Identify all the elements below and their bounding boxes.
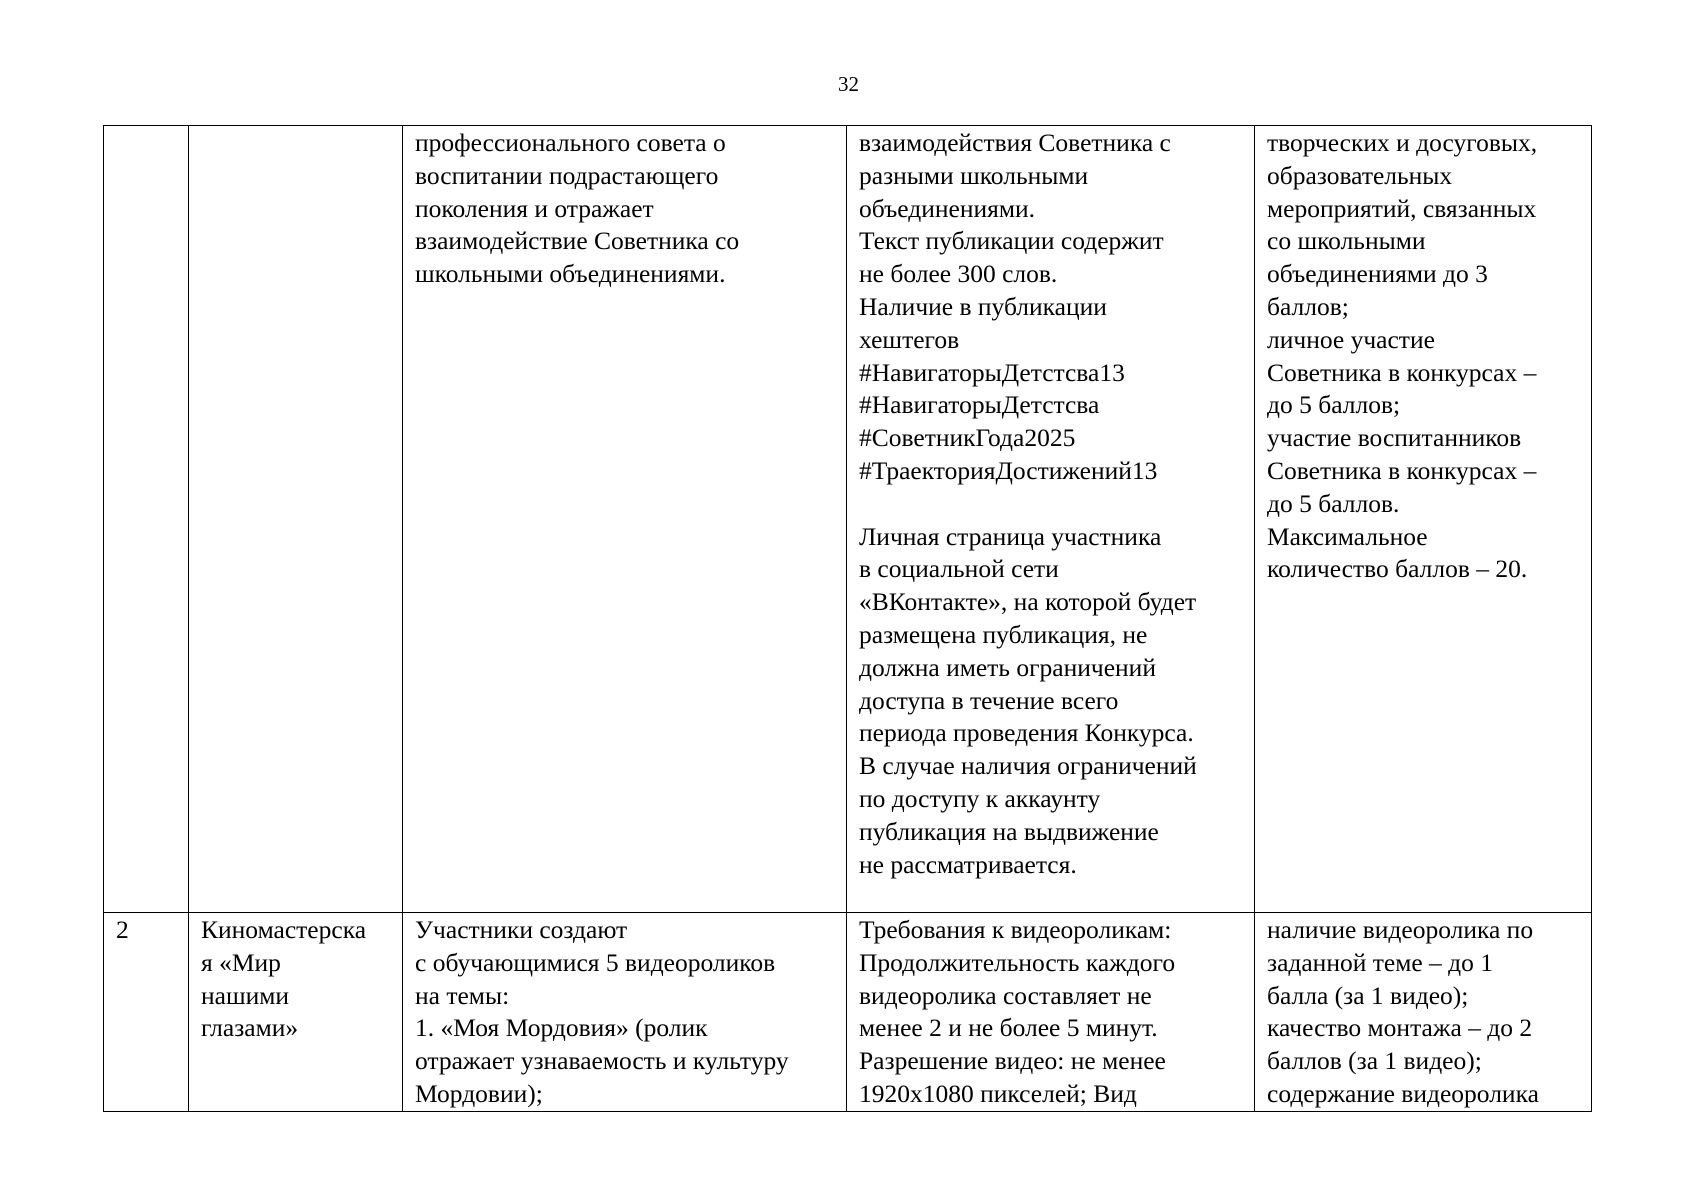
table-row [104,126,1592,913]
table-row [104,913,1592,1112]
cell-number [104,126,189,913]
criteria-table [103,125,1592,1112]
cell-criteria: наличие видеоролика по заданной теме – до 1 балла (за 1 видео); качество монтажа – до 2 баллов (за 1 видео); содержание видеоролика [1255,913,1592,1112]
cell-criteria: творческих и досуговых, образовательных мероприятий, связанных со школьными объединениями до 3 баллов; личное участие Советника в конкурсах – до 5 баллов; участие воспитанников Советника в конкурсах – до 5 баллов. Максимальное количество баллов – 20. [1255,126,1592,913]
cell-number: 2 [104,913,189,1112]
cell-name: Киномастерска я «Мир нашими глазами» [189,913,403,1112]
page-number: 32 [838,72,859,96]
cell-description: профессионального совета о воспитании подрастающего поколения и отражает взаимодействие Советника со школьными объединениями. [403,126,847,913]
requirements-paragraph-1: взаимодействия Советника с разными школьными объединениями. Текст публикации содержит не более 300 слов. Наличие в публикации хештегов #НавигаторыДетстсва13 #НавигаторыДетстсва #СоветникГода2025 #ТраекторияДостижений13 [859,128,1171,485]
cell-name [189,126,403,913]
requirements-paragraph-2: Личная страница участника в социальной сети «ВКонтакте», на которой будет размещена публикация, не должна иметь ограничений доступа в течение всего периода проведения Конкурса. В случае наличия ограничений по доступу к аккаунту публикация на выдвижение не рассматривается. [859,521,1197,879]
cell-requirements [847,126,1255,913]
cell-requirements: Требования к видеороликам: Продолжительность каждого видеоролика составляет не менее 2 и не более 5 минут. Разрешение видео: не менее 1920x1080 пикселей; Вид [847,913,1255,1112]
cell-description: Участники создают с обучающимися 5 видеороликов на темы: 1. «Моя Мордовия» (ролик отражает узнаваемость и культуру Мордовии); [403,913,847,1112]
